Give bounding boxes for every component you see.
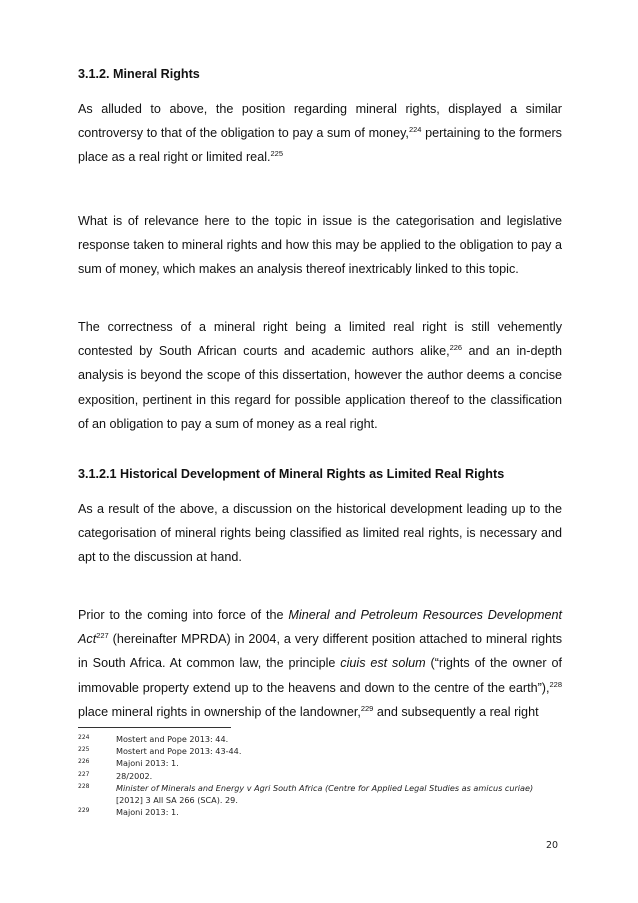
paragraph-text: The correctness of a mineral right being a limited real right is still vehemently contested by South African courts and academic authors alike, [78, 320, 562, 359]
footnote [78, 757, 562, 769]
footnote-ref-228[interactable]: 228 [549, 679, 562, 689]
footnote [78, 770, 562, 782]
footnote-text: Majoni 2013: 1. [116, 807, 179, 818]
paragraph-text: and an in-depth analysis is beyond the scope of this dissertation, however the author deems a concise exposition, pertinent in this regard for possible application thereof to the classification of an obligation to pay a sum of money as a real right. [78, 344, 562, 431]
footnote-number: 226 [78, 758, 90, 766]
footnote-number: 229 [78, 807, 90, 815]
paragraph-text: (“rights of the owner of immovable property extend up to the heavens and down to the centre of the earth”), [78, 656, 562, 695]
footnote-ref-225[interactable]: 225 [270, 149, 284, 159]
footnote-ref-226[interactable]: 226 [449, 343, 463, 353]
subsection-heading: 3.1.2.1 Historical Development of Mineral Rights as Limited Real Rights [78, 467, 505, 481]
footnote-text: 28/2002. [116, 770, 153, 781]
footnote-ref-227[interactable]: 227 [96, 631, 109, 641]
footnote [78, 733, 562, 745]
footnote-number: 228 [78, 782, 90, 790]
paragraph-text: pertaining to the formers place as a real right or limited real. [78, 126, 562, 165]
paragraph-relevance: What is of relevance here to the topic in issue is the categorisation and legislative response taken to mineral rights and how this may be applied to the obligation to pay a sum of money, which makes an analysis thereof inextricably linked to this topic. [78, 214, 562, 277]
paragraph-text: and subsequently a real right [373, 704, 539, 719]
footnote-text: Mostert and Pope 2013: 44. [116, 734, 229, 744]
paragraph-text: As alluded to above, the position regarding mineral rights, displayed a similar controversy to that of the obligation to pay a sum of money, [78, 102, 562, 141]
footnote [78, 782, 562, 806]
footnote-text: Majoni 2013: 1. [116, 758, 179, 769]
paragraph-text: place mineral rights in ownership of the landowner, [78, 704, 361, 719]
paragraph-mprda [78, 603, 562, 724]
footnote-ref-224[interactable]: 224 [408, 125, 422, 135]
latin-maxim: ciuis est solum [340, 656, 426, 671]
act-title: Mineral and Petroleum Resources Development Act [78, 608, 562, 647]
paragraph-historical-intro: As a result of the above, a discussion on the historical development leading up to the categorisation of mineral rights being classified as limited real rights, is necessary and apt to the discussion at hand. [78, 502, 562, 565]
footnote-number: 224 [78, 734, 90, 741]
page-number: 20 [546, 840, 559, 851]
footnote [78, 806, 562, 818]
footnote-text: [2012] 3 All SA 266 (SCA). 29. [116, 795, 238, 806]
footnote-number: 225 [78, 746, 90, 754]
paragraph-text: Prior to the coming into force of the [78, 608, 289, 622]
footnote-ref-229[interactable]: 229 [360, 703, 374, 713]
paragraph-text: (hereinafter MPRDA) in 2004, a very different position attached to mineral rights in South Africa. At common law, the principle [78, 632, 562, 671]
paragraph-mineral-rights-controversy [78, 97, 562, 170]
paragraph-correctness [78, 315, 562, 436]
footnote-number: 227 [78, 770, 90, 778]
footnote [78, 745, 562, 757]
footnote-text: Mostert and Pope 2013: 43-44. [116, 746, 242, 757]
footnote-separator [78, 727, 231, 728]
case-name: Minister of Minerals and Energy v Agri South Africa (Centre for Applied Legal Studies as amicus curiae) [116, 782, 534, 793]
footnotes [78, 733, 562, 818]
section-heading: 3.1.2. Mineral Rights [78, 67, 200, 81]
